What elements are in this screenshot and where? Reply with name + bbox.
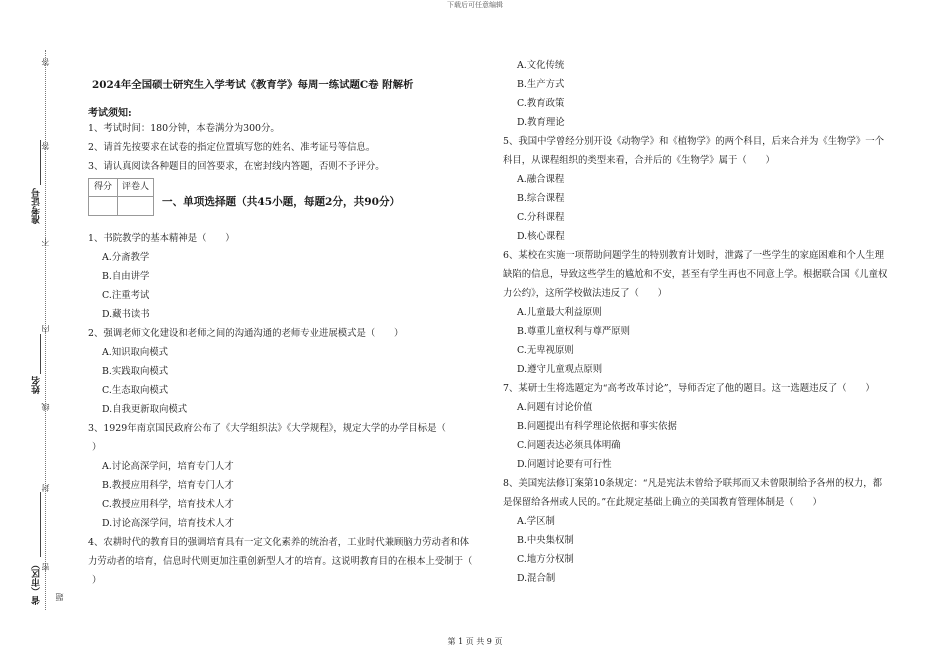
answer-option: A.分斋教学: [102, 252, 150, 263]
answer-option: D.混合制: [517, 573, 556, 584]
seal-mark: 答: [41, 58, 50, 66]
answer-option: B.问题提出有科学理论依据和事实依据: [517, 421, 677, 432]
score-box: [88, 178, 154, 216]
answer-option: B.中央集权制: [517, 535, 574, 546]
answer-option: A.问题有讨论价值: [517, 402, 593, 413]
question-stem: 6、某校在实施一项帮助问题学生的特别教育计划时，泄露了一些学生的家庭困难和个人生理: [503, 250, 884, 261]
seal-mark: 封: [41, 484, 50, 492]
exam-id-line: [40, 140, 41, 185]
answer-option: B.教授应用科学，培育专门人才: [102, 480, 234, 491]
answer-option: A.讨论高深学问，培育专门人才: [102, 461, 234, 472]
answer-option: B.尊重儿童权利与尊严原则: [517, 326, 630, 337]
answer-option: C.注重考试: [102, 290, 150, 301]
exam-id-label: 准考证号: [32, 188, 42, 224]
question-stem: ）: [92, 575, 102, 586]
answer-option: C.教育政策: [517, 98, 565, 109]
district-mark: 题: [55, 593, 64, 601]
answer-option: C.无卑视原则: [517, 345, 574, 356]
answer-option: A.儿童最大利益原则: [517, 307, 602, 318]
question-stem: 缺陷的信息，导致这些学生的尴尬和不安，甚至有学生再也不同意上学。根据联合国《儿童权: [503, 269, 888, 280]
notice-item: 2、请首先按要求在试卷的指定位置填写您的姓名、准考证号等信息。: [88, 142, 376, 153]
question-stem: 5、我国中学曾经分别开设《动物学》和《植物学》的两个科目，后来合并为《生物学》一个: [503, 136, 884, 147]
seal-mark: 密: [41, 563, 50, 571]
name-line: [40, 334, 41, 374]
grader-label: 评卷人: [118, 179, 153, 197]
answer-option: B.自由讲学: [102, 271, 150, 282]
seal-mark: 不: [41, 238, 50, 246]
question-stem: 科目，从课程组织的类型来看，合并后的《生物学》属于（ ）: [503, 155, 775, 166]
answer-option: D.藏书读书: [102, 309, 150, 320]
answer-option: C.分科课程: [517, 212, 565, 223]
score-box-divider: [117, 197, 118, 215]
question-stem: 2、强调老师文化建设和老师之间的沟通沟通的老师专业进展模式是（ ）: [88, 328, 404, 339]
question-stem: 1、书院教学的基本精神是（ ）: [88, 233, 235, 244]
answer-option: D.自我更新取向模式: [102, 404, 188, 415]
answer-option: D.讨论高深学问，培育技术人才: [102, 518, 235, 529]
answer-option: C.地方分权制: [517, 554, 574, 565]
answer-option: A.学区制: [517, 516, 555, 527]
answer-option: D.遵守儿童观点原则: [517, 364, 603, 375]
question-stem: 8、美国宪法修订案第10条规定：“凡是宪法未曾给予联邦而又未曾限制给予各州的权力，都: [503, 478, 882, 489]
question-stem: 是保留给各州或人民的。”在此规定基础上确立的美国教育管理体制是（ ）: [503, 497, 822, 508]
seal-mark: 内: [41, 325, 50, 333]
answer-option: B.综合课程: [517, 193, 565, 204]
name-label: 姓名: [32, 376, 42, 394]
province-label: 省（市区）: [32, 560, 42, 605]
answer-option: A.融合课程: [517, 174, 565, 185]
seal-mark: 答: [41, 142, 50, 150]
answer-option: D.核心课程: [517, 231, 565, 242]
answer-option: D.问题讨论要有可行性: [517, 459, 612, 470]
question-stem: 4、农耕时代的教育目的强调培育具有一定文化素养的统治者，工业时代兼顾脑力劳动者和体: [88, 537, 469, 548]
question-stem: 力劳动者的培育，信息时代则更加注重创新型人才的培育。这说明教育目的在根本上受制于（: [88, 556, 473, 567]
question-stem: 3、1929年南京国民政府公布了《大学组织法》《大学规程》，规定大学的办学目标是（: [88, 423, 446, 434]
seal-mark: 线: [41, 403, 50, 411]
question-stem: 7、某研士生将选题定为“高考改革讨论”，导师否定了他的题目。这一选题违反了（ ）: [503, 383, 875, 394]
notice-item: 1、考试时间：180分钟，本卷满分为300分。: [88, 123, 280, 134]
answer-option: C.生态取向模式: [102, 385, 169, 396]
page-title: 2024年全国硕士研究生入学考试《教育学》每周一练试题C卷 附解析: [92, 79, 414, 91]
question-stem: 力公约》，这所学校做法违反了（ ）: [503, 288, 668, 299]
section-title: 一、单项选择题（共45小题，每题2分，共90分）: [162, 196, 401, 208]
answer-option: C.问题表达必须具体明确: [517, 440, 621, 451]
answer-option: A.文化传统: [517, 60, 565, 71]
notice-heading: 考试须知:: [88, 108, 132, 119]
province-line: [40, 492, 41, 557]
page-footer: 第 1 页 共 9 页: [447, 637, 503, 646]
answer-option: B.生产方式: [517, 79, 565, 90]
header-note: 下载后可任意编辑: [447, 1, 503, 9]
answer-option: A.知识取向模式: [102, 347, 169, 358]
score-label: 得分: [89, 179, 118, 197]
answer-option: B.实践取向模式: [102, 366, 169, 377]
notice-item: 3、请认真阅读各种题目的回答要求，在密封线内答题，否则不予评分。: [88, 161, 385, 172]
answer-option: D.教育理论: [517, 117, 565, 128]
answer-option: C.教授应用科学，培育技术人才: [102, 499, 234, 510]
question-stem: ）: [92, 442, 102, 453]
